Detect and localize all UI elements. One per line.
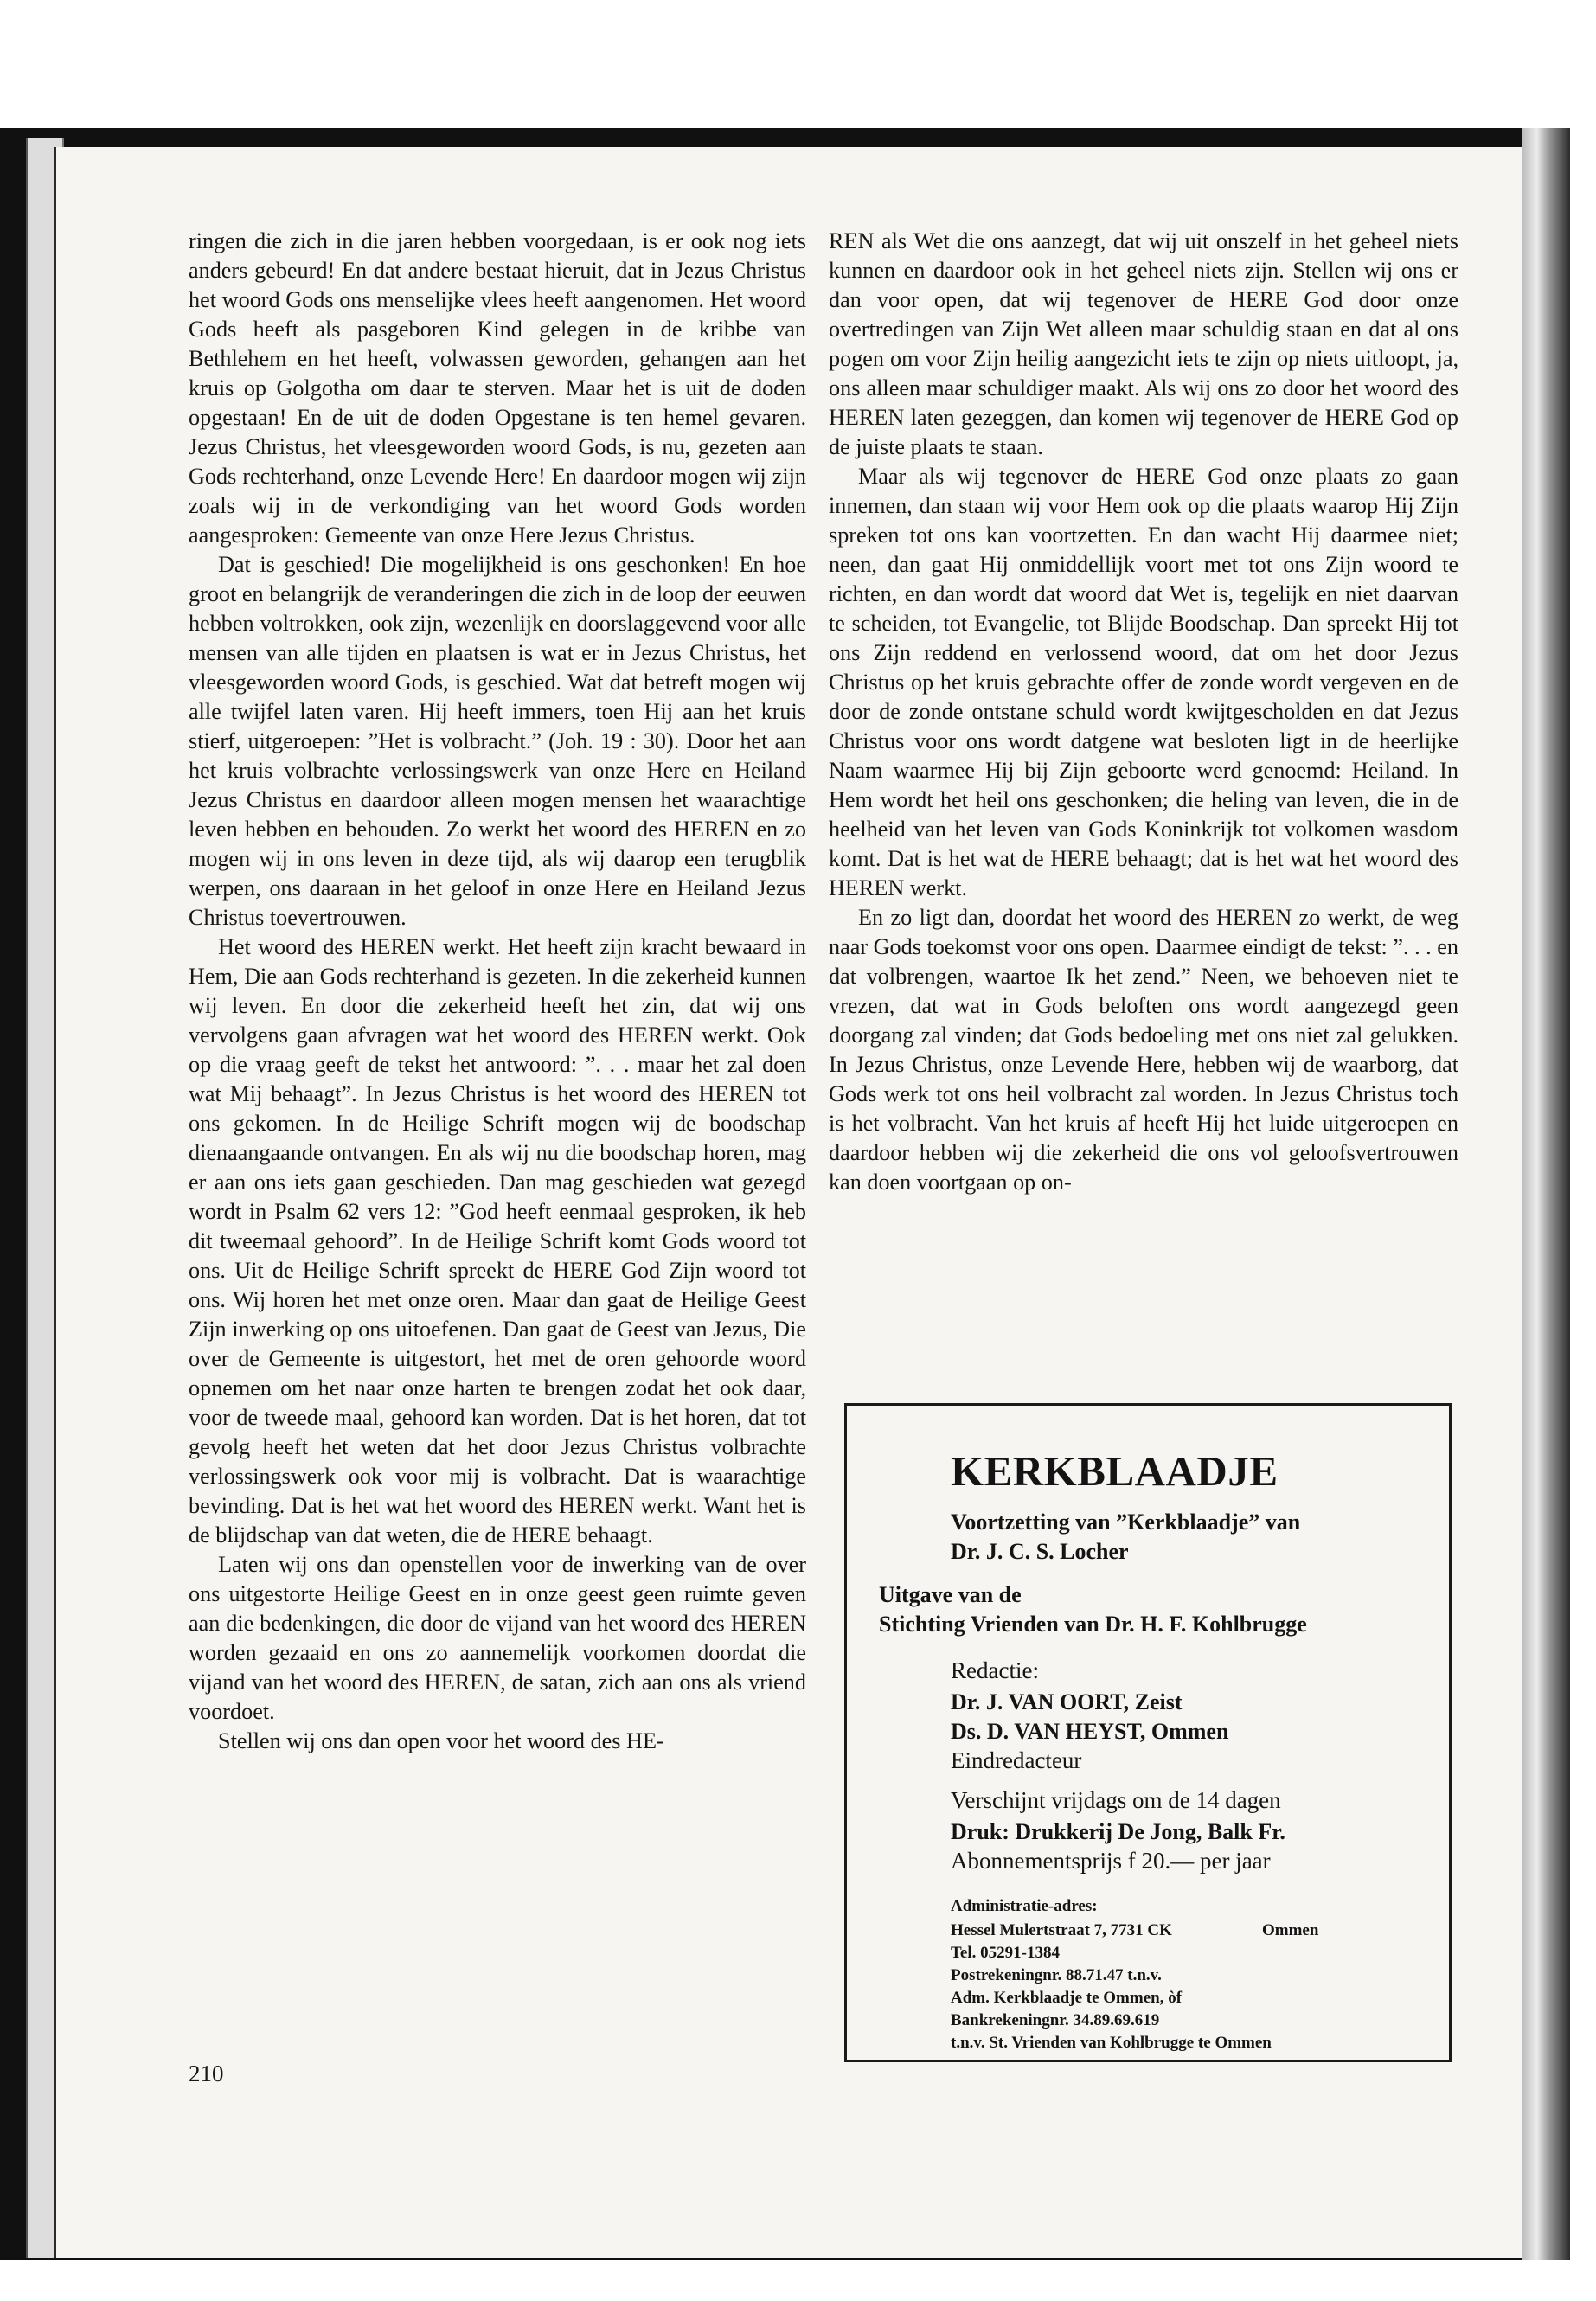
printer-line: Druk: Drukkerij De Jong, Balk Fr. bbox=[951, 1819, 1285, 1844]
paragraph: Dat is geschied! Die mogelijkheid is ons geschonken! En hoe groot en belangrijk de veranderingen die zich in de loop der eeuwen hebben voltrokken, ook zijn, wezenlijk en doorslaggevend voor alle mensen van alle tijden en plaatsen is wat er in Jezus Christus, het vleesgeworden woord Gods, is geschied. Wat dat betreft mogen wij alle twijfel laten varen. Hij heeft immers, toen Hij aan het kruis stierf, uitgeroepen: ”Het is volbracht.” (Joh. 19 : 30). Door het aan het kruis volbrachte verlossingswerk van onze Here en Heiland Jezus Christus en daardoor alleen mogen mensen het waarachtige leven hebben en behouden. Zo werkt het woord des HEREN en zo mogen wij in ons leven in deze tijd, als wij daarop een terugblik werpen, ons daaraan in het geloof in onze Here en Heiland Jezus Christus toevertrouwen. bbox=[189, 552, 806, 930]
paragraph: Maar als wij tegenover de HERE God onze plaats zo gaan innemen, dan staan wij voor Hem ook op die plaats waarop Hij Zijn spreken tot ons kan voortzetten. En dan wacht Hij daarmee niet; neen, dan gaat Hij onmiddellijk voort met tot ons Zijn woord te richten, en dan wordt dat woord dat Wet is, tegelijk en niet daarvan te scheiden, tot Evangelie, tot Blijde Boodschap. Dan spreekt Hij tot ons Zijn reddend en verlossend woord, dat om het door Jezus Christus op het kruis gebrachte offer de zonde wordt vergeven en de door de zonde ontstane schuld wordt kwijtgescholden en dat Jezus Christus voor ons wordt datgene wat besloten ligt in de heerlijke Naam waarmee Hij bij Zijn geboorte werd genoemd: Heiland. In Hem wordt het heil ons geschonken; die heling van leven, die in de heelheid van het leven van Gods Koninkrijk tot volkomen wasdom komt. Dat is het wat de HERE behaagt; dat is het wat het woord des HEREN werkt. bbox=[829, 464, 1458, 901]
admin-city: Ommen bbox=[1262, 1921, 1319, 1939]
admin-giro: Postrekeningnr. 88.71.47 t.n.v. bbox=[951, 1966, 1162, 1984]
admin-bank-name: t.n.v. St. Vrienden van Kohlbrugge te Ommen bbox=[951, 2034, 1272, 2052]
colophon-box bbox=[844, 1403, 1452, 2062]
editor-one: Dr. J. VAN OORT, Zeist bbox=[951, 1689, 1183, 1715]
publisher-name: Stichting Vrienden van Dr. H. F. Kohlbrugge bbox=[879, 1612, 1307, 1637]
admin-label: Administratie-adres: bbox=[951, 1897, 1098, 1915]
continuation-author: Dr. J. C. S. Locher bbox=[951, 1539, 1129, 1564]
admin-bank: Bankrekeningnr. 34.89.69.619 bbox=[951, 2011, 1160, 2029]
right-text-column bbox=[829, 227, 1458, 1197]
paragraph: Het woord des HEREN werkt. Het heeft zijn kracht bewaard in Hem, Die aan Gods rechterhand is gezeten. In die zekerheid kunnen wij leven. En door die zekerheid heeft het zin, dat wij ons vervolgens gaan afvragen wat het woord des HEREN werkt. Ook op die vraag geeft de tekst het antwoord: ”. . . maar het zal doen wat Mij behaagt”. In Jezus Christus is het woord des HEREN tot ons gekomen. In de Heilige Schrift mogen wij de boodschap dienaangaande ontvangen. En als wij nu die boodschap horen, mag er aan ons iets gaan geschieden. Dan mag geschieden wat gezegd wordt in Psalm 62 vers 12: ”God heeft eenmaal gesproken, ik heb dit tweemaal gehoord”. In de Heilige Schrift komt Gods woord tot ons. Uit de Heilige Schrift spreekt de HERE God Zijn woord tot ons. Wij horen het met onze oren. Maar dan gaat de Heilige Geest Zijn inwerking op ons uitoefenen. Dan gaat de Geest van Jezus, Die over de Gemeente is uitgestort, het met de oren gehoorde woord opnemen om het naar onze harten te brengen zodat het ook daar, voor de tweede maal, gehoord kan worden. Dat is het horen, dat tot gevolg heeft het weten dat het door Jezus Christus volbrachte verlossingswerk ook voor mij is volbracht. Dat is waarachtige bevinding. Dat is het wat het woord des HEREN werkt. Want het is de blijdschap van dat weten, die de HERE behaagt. bbox=[189, 934, 806, 1548]
paragraph: Stellen wij ons dan open voor het woord des HE- bbox=[218, 1728, 664, 1753]
left-text-column bbox=[189, 227, 806, 1756]
scan-background bbox=[0, 0, 1596, 128]
paragraph: REN als Wet die ons aanzegt, dat wij uit onszelf in het geheel niets kunnen en daardoor ook in het geheel niets zijn. Stellen wij ons er dan voor open, dat wij tegenover de HERE God door onze overtredingen van Zijn Wet alleen maar schuldig staan en dat al ons pogen om voor Zijn heilig aangezicht iets te zijn op niets uitloopt, ja, ons alleen maar schuldiger maakt. Als wij ons zo door het woord des HEREN laten gezeggen, dan komen wij tegenover de HERE God op de juiste plaats te staan. bbox=[829, 228, 1458, 459]
admin-address: Hessel Mulertstraat 7, 7731 CK bbox=[951, 1921, 1172, 1939]
paragraph: En zo ligt dan, doordat het woord des HEREN zo werkt, de weg naar Gods toekomst voor ons open. Daarmee eindigt de tekst: ”. . . en dat volbrengen, waartoe Ik het zend.” Neen, we behoeven niet te vrezen, dat wat in Gods beloften ons wordt aangezegd geen doorgang zal vinden; dat Gods bedoeling met ons niet zal gelukken. In Jezus Christus, onze Levende Here, hebben wij de waarborg, dat Gods werk tot ons heil volbracht zal worden. In Jezus Christus toch is het volbracht. Van het kruis af heeft Hij het luide uitgeroepen en daardoor hebben wij die zekerheid die ons vol geloofsvertrouwen kan doen voortgaan op on- bbox=[829, 905, 1458, 1195]
paragraph: Laten wij ons dan openstellen voor de inwerking van de over ons uitgestorte Heilige Geest en in onze geest geen ruimte geven aan die bedenkingen, die door de vijand van het woord des HEREN worden gezaaid en ons zo aannemelijk voorkomen doordat die vijand van het woord des HEREN, de satan, zich aan ons als vriend voordoet. bbox=[189, 1552, 806, 1724]
admin-telephone: Tel. 05291-1384 bbox=[951, 1944, 1060, 1962]
binding-shadow bbox=[1522, 128, 1570, 2260]
publication-schedule: Verschijnt vrijdags om de 14 dagen bbox=[951, 1787, 1281, 1813]
continuation-line: Voortzetting van ”Kerkblaadje” van bbox=[951, 1509, 1301, 1535]
editorial-label: Redactie: bbox=[951, 1657, 1039, 1683]
publisher-line: Uitgave van de bbox=[879, 1582, 1022, 1607]
page-number: 210 bbox=[189, 2061, 224, 2086]
paragraph: ringen die zich in die jaren hebben voorgedaan, is er ook nog iets anders gebeurd! En dat andere bestaat hieruit, dat in Jezus Christus het woord Gods ons menselijke vlees heeft aangenomen. Het woord Gods heeft als pasgeboren Kind gelegen in de kribbe van Bethlehem en het heeft, volwassen geworden, gehangen aan het kruis op Golgotha om daar te sterven. Maar het is uit de doden opgestaan! En de uit de doden Opgestane is ten hemel gevaren. Jezus Christus, het vleesgeworden woord Gods, is nu, gezeten aan Gods rechterhand, onze Levende Here! En daardoor mogen wij zijn zoals wij in de verkondiging van het woord Gods worden aangesproken: Gemeente van onze Here Jezus Christus. bbox=[189, 228, 806, 548]
masthead-title: KERKBLAADJE bbox=[951, 1447, 1279, 1495]
subscription-price: Abonnementsprijs f 20.— per jaar bbox=[951, 1848, 1271, 1874]
editor-two: Ds. D. VAN HEYST, Ommen bbox=[951, 1719, 1229, 1744]
editor-role: Eindredacteur bbox=[951, 1747, 1082, 1773]
admin-giro-name: Adm. Kerkblaadje te Ommen, òf bbox=[951, 1989, 1183, 2007]
